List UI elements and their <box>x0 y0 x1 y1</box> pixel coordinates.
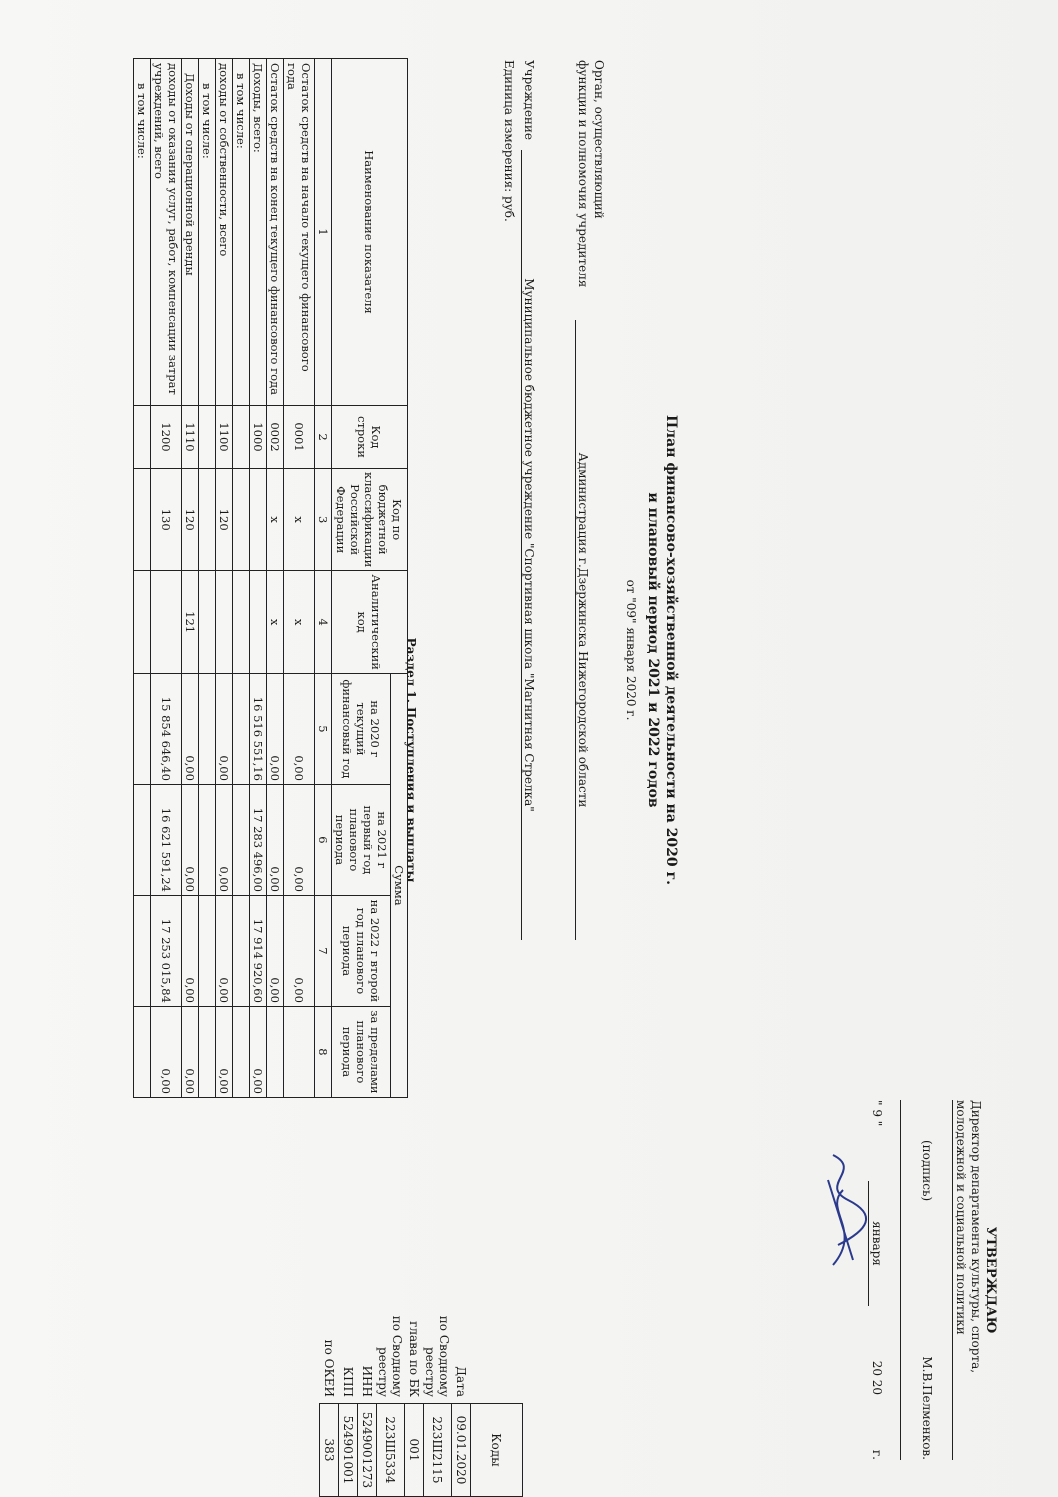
row-code: 0002 <box>267 406 284 469</box>
row-code: 1110 <box>182 406 199 469</box>
row-value-beyond <box>199 1006 216 1097</box>
row-value-2021 <box>134 784 151 895</box>
row-code: 1000 <box>250 406 267 469</box>
organ-value: Администрация г.Дзержинска Нижегородской области <box>575 320 590 940</box>
row-value-2020 <box>199 673 216 784</box>
code-label: по Сводному реестру <box>376 1315 405 1397</box>
row-code <box>199 406 216 469</box>
approval-block <box>868 1100 998 1460</box>
row-value-2022 <box>233 895 250 1006</box>
row-kbk: х <box>267 469 284 571</box>
row-name: Доходы, всего: <box>250 59 267 406</box>
institution-label: Учреждение <box>522 60 536 141</box>
row-value-2020: 15 854 646,40 <box>151 673 182 784</box>
header-2020: на 2020 г текущий финансовый год <box>332 673 391 784</box>
code-label: по Сводному реестру <box>423 1315 452 1397</box>
header-kbk: Код по бюджетной классификации Российской Федерации <box>332 469 408 571</box>
code-value: 524901001 <box>339 1404 358 1497</box>
row-analytic: х <box>284 571 315 674</box>
column-number: 7 <box>315 895 332 1006</box>
handwritten-signature <box>813 1150 873 1270</box>
row-kbk <box>199 469 216 571</box>
row-kbk: 120 <box>216 469 233 571</box>
row-value-2022 <box>134 895 151 1006</box>
row-value-2020: 0,00 <box>284 673 315 784</box>
document-subtitle: и плановый период 2021 и 2022 годов <box>645 492 661 808</box>
code-value: 223Ш5334 <box>377 1404 405 1497</box>
row-value-2020 <box>233 673 250 784</box>
row-code <box>134 406 151 469</box>
row-value-2021: 0,00 <box>267 784 284 895</box>
row-kbk: х <box>284 469 315 571</box>
codes-header: Коды <box>471 1404 523 1497</box>
row-analytic <box>134 571 151 674</box>
unit-of-measure: Единица измерения: руб. <box>502 60 516 222</box>
row-value-2022: 0,00 <box>216 895 233 1006</box>
approval-position-2: молодежной и социальной политики <box>952 1100 968 1460</box>
row-name: доходы от оказания услуг, работ, компенсации затрат учреждений, всего <box>151 59 182 406</box>
institution-value: Муниципальное бюджетное учреждение "Спортивная школа "Магнитная Стрелка" <box>521 150 536 940</box>
header-2022: на 2022 г второй год планового периода <box>332 895 391 1006</box>
header-code: Код строки <box>332 406 408 469</box>
row-value-2021 <box>233 784 250 895</box>
row-name: Доходы от операционной аренды <box>182 59 199 406</box>
column-numbers-row <box>315 59 332 1098</box>
row-value-2021 <box>199 784 216 895</box>
approval-month: января <box>868 1181 884 1306</box>
code-value: 001 <box>405 1404 424 1497</box>
row-value-2022: 0,00 <box>284 895 315 1006</box>
row-code: 1200 <box>151 406 182 469</box>
row-value-2021: 0,00 <box>216 784 233 895</box>
row-kbk <box>233 469 250 571</box>
signature-line <box>900 1100 919 1460</box>
row-analytic <box>151 571 182 674</box>
header-sum: Сумма <box>391 673 408 1097</box>
row-kbk: 130 <box>151 469 182 571</box>
signer-name: М.В.Пелменков. <box>920 1356 934 1460</box>
row-value-2022: 0,00 <box>267 895 284 1006</box>
table-row <box>182 59 199 1098</box>
row-value-beyond: 0,00 <box>250 1006 267 1097</box>
code-label: Дата <box>454 1366 468 1397</box>
income-table <box>133 58 408 1098</box>
approval-day: " 9 " <box>870 1100 884 1127</box>
row-kbk <box>250 469 267 571</box>
code-label: глава по БК <box>407 1321 421 1397</box>
row-analytic: х <box>267 571 284 674</box>
row-name: в том числе: <box>199 59 216 406</box>
document-title: План финансово-хозяйственной деятельности на 2020 г. <box>663 415 679 885</box>
row-value-2021: 0,00 <box>284 784 315 895</box>
table-row <box>134 59 151 1098</box>
row-value-2020: 16 516 551,16 <box>250 673 267 784</box>
column-number: 5 <box>315 673 332 784</box>
row-value-2021: 0,00 <box>182 784 199 895</box>
code-value: 5249001273 <box>358 1404 377 1497</box>
row-value-2020: 0,00 <box>216 673 233 784</box>
row-value-beyond <box>233 1006 250 1097</box>
organ-label-2: функции и полномочия учредителя <box>576 60 590 288</box>
row-value-2020: 0,00 <box>267 673 284 784</box>
header-beyond: за пределами планового периода <box>332 1006 391 1097</box>
code-value: 09.01.2020 <box>452 1404 471 1497</box>
document-title-block <box>644 300 680 1000</box>
row-value-2022: 0,00 <box>182 895 199 1006</box>
header-2021: на 2021 г первый год планового периода <box>332 784 391 895</box>
row-kbk: 120 <box>182 469 199 571</box>
table-row <box>250 59 267 1098</box>
table-row <box>216 59 233 1098</box>
code-label: по ОКЕИ <box>322 1339 336 1397</box>
table-row <box>151 59 182 1098</box>
row-code: 0001 <box>284 406 315 469</box>
approval-position-1: Директор департамента культуры, спорта, <box>969 1100 983 1374</box>
row-value-2021: 17 283 496,00 <box>250 784 267 895</box>
codes-table <box>319 1270 523 1497</box>
column-number: 3 <box>315 469 332 571</box>
column-number: 4 <box>315 571 332 674</box>
row-value-2022 <box>199 895 216 1006</box>
approval-year-suffix: г. <box>870 1449 884 1460</box>
column-number: 8 <box>315 1006 332 1097</box>
row-code <box>233 406 250 469</box>
row-value-2022: 17 914 920,60 <box>250 895 267 1006</box>
row-analytic <box>250 571 267 674</box>
column-number: 6 <box>315 784 332 895</box>
table-row <box>233 59 250 1098</box>
row-value-beyond: 0,00 <box>151 1006 182 1097</box>
approval-year: 20 20 <box>870 1360 884 1396</box>
row-value-beyond <box>134 1006 151 1097</box>
row-kbk <box>134 469 151 571</box>
table-row <box>267 59 284 1098</box>
code-label: ИНН <box>360 1365 374 1397</box>
document-date: от "09" января 2020 г. <box>624 579 638 721</box>
code-value: 383 <box>320 1404 339 1497</box>
row-name: доходы от собственности, всего <box>216 59 233 406</box>
row-analytic: 121 <box>182 571 199 674</box>
row-value-2020 <box>134 673 151 784</box>
row-name: Остаток средств на начало текущего финансового года <box>284 59 315 406</box>
row-value-2021: 16 621 591,24 <box>151 784 182 895</box>
column-number: 2 <box>315 406 332 469</box>
column-number: 1 <box>315 59 332 406</box>
organ-label-1: Орган, осуществляющий <box>592 60 606 219</box>
row-analytic <box>216 571 233 674</box>
section-title: Раздел 1. Поступления и выплаты <box>404 637 418 883</box>
table-row <box>284 59 315 1098</box>
row-value-2022: 17 253 015,84 <box>151 895 182 1006</box>
signature-caption: (подпись) <box>920 1140 934 1202</box>
code-label: КПП <box>341 1366 355 1397</box>
row-value-beyond <box>284 1006 315 1097</box>
row-value-beyond: 0,00 <box>216 1006 233 1097</box>
code-value: 223Ш2115 <box>424 1404 452 1497</box>
header-analytic: Аналитический код <box>332 571 408 674</box>
row-value-beyond <box>267 1006 284 1097</box>
table-row <box>199 59 216 1098</box>
row-name: в том числе: <box>134 59 151 406</box>
row-code: 1100 <box>216 406 233 469</box>
row-analytic <box>233 571 250 674</box>
row-value-beyond: 0,00 <box>182 1006 199 1097</box>
header-name: Наименование показателя <box>332 59 408 406</box>
row-analytic <box>199 571 216 674</box>
row-name: Остаток средств на конец текущего финансового года <box>267 59 284 406</box>
approval-title: УТВЕРЖДАЮ <box>983 1226 998 1334</box>
row-name: в том числе: <box>233 59 250 406</box>
row-value-2020: 0,00 <box>182 673 199 784</box>
